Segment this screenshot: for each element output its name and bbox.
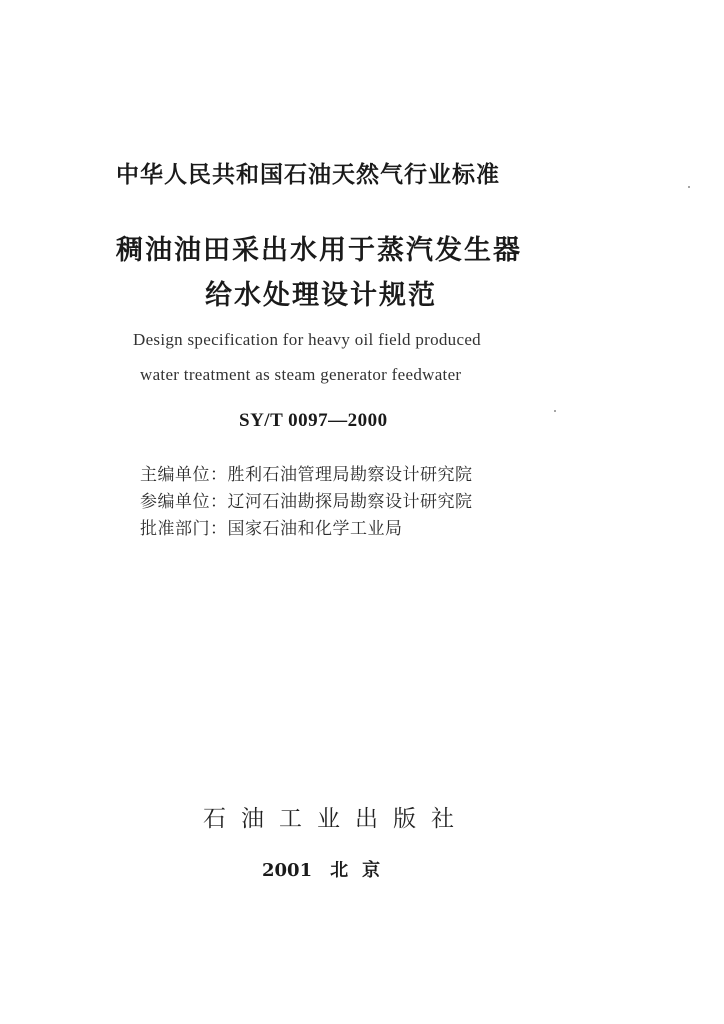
chief-editor-value: 胜利石油管理局勘察设计研究院 <box>227 465 473 485</box>
approval-value: 国家石油和化学工业局 <box>227 519 403 539</box>
chief-editor-label: 主编单位： <box>140 465 228 485</box>
scan-speck <box>554 410 556 412</box>
approval-label: 批准部门： <box>140 519 228 539</box>
publication-year: 2001 <box>262 860 313 881</box>
chief-editor-row <box>140 460 473 485</box>
title-cn-line-1: 稠油油田采出水用于蒸汽发生器 <box>116 235 522 266</box>
title-en-line-2: water treatment as steam generator feedwater <box>140 365 462 384</box>
standard-number: SY/T 0097—2000 <box>239 410 388 431</box>
publication-city: 北京 <box>330 860 395 881</box>
title-cn-line-2: 给水处理设计规范 <box>205 280 437 311</box>
standard-category: 中华人民共和国石油天然气行业标准 <box>116 162 500 188</box>
co-editor-label: 参编单位： <box>140 492 228 512</box>
publication-line <box>262 856 394 882</box>
title-en-line-1: Design specification for heavy oil field produced <box>133 330 481 349</box>
co-editor-value: 辽河石油勘探局勘察设计研究院 <box>227 492 473 512</box>
publisher-name: 石油工业出版社 <box>203 806 469 832</box>
approval-row <box>140 514 403 539</box>
co-editor-row <box>140 487 473 512</box>
scan-speck <box>688 186 690 188</box>
